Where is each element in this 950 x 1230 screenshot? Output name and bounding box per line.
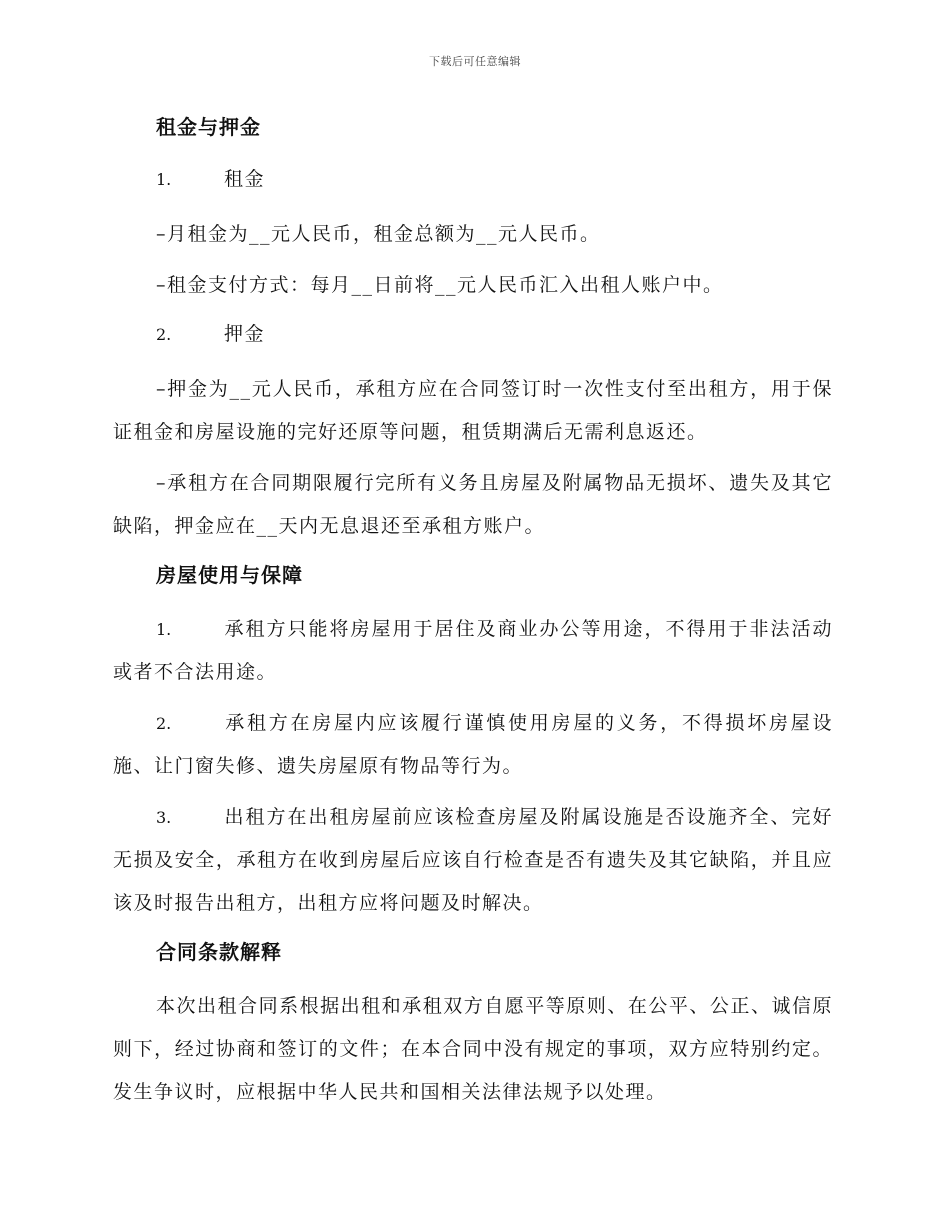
item-number: 2.: [156, 714, 172, 733]
item-text: 出租方在出租房屋前应该检查房屋及附属设施是否设施齐全、完好无损及安全，承租方在收到房屋后应该自行检查是否有遗失及其它缺陷，并且应该及时报告出租方，出租方应将问题及时解决。: [113, 806, 833, 914]
section-heading-usage: 房屋使用与保障: [156, 563, 303, 587]
subsection-label: 租金: [224, 168, 266, 190]
item-number: 1.: [156, 620, 172, 639]
subsection-rent: [113, 160, 833, 199]
usage-item: [113, 796, 833, 925]
document-body: [113, 108, 833, 1122]
paragraph-rent-amount: –月租金为__元人民币，租金总额为__元人民币。: [156, 223, 601, 245]
paragraph-deposit-amount: –押金为__元人民币，承租方应在合同签订时一次性支付至出租方，用于保证租金和房屋设施的完好还原等问题，租赁期满后无需利息返还。: [113, 378, 833, 443]
subsection-number: 2.: [156, 325, 172, 344]
page-header: 下载后可任意编辑: [429, 55, 521, 68]
paragraph-deposit-refund: –承租方在合同期限履行完所有义务且房屋及附属物品无损坏、遗失及其它缺陷，押金应在__天内无息退还至承租方账户。: [113, 472, 833, 537]
usage-item: [113, 608, 833, 694]
subsection-label: 押金: [224, 323, 266, 345]
item-text: 承租方在房屋内应该履行谨慎使用房屋的义务，不得损坏房屋设施、让门窗失修、遗失房屋原有物品等行为。: [113, 712, 833, 777]
section-heading-rent-deposit: 租金与押金: [156, 115, 261, 139]
paragraph-rent-payment: –租金支付方式：每月__日前将__元人民币汇入出租人账户中。: [156, 274, 724, 296]
subsection-number: 1.: [156, 170, 172, 189]
paragraph-interpretation: 本次出租合同系根据出租和承租双方自愿平等原则、在公平、公正、诚信原则下，经过协商和签订的文件；在本合同中没有规定的事项，双方应特别约定。发生争议时，应根据中华人民共和国相关法律法规予以处理。: [113, 995, 833, 1103]
usage-item: [113, 702, 833, 788]
item-text: 承租方只能将房屋用于居住及商业办公等用途，不得用于非法活动或者不合法用途。: [113, 618, 833, 683]
subsection-deposit: [113, 315, 833, 354]
item-number: 3.: [156, 808, 172, 827]
section-heading-interpretation: 合同条款解释: [156, 940, 282, 964]
